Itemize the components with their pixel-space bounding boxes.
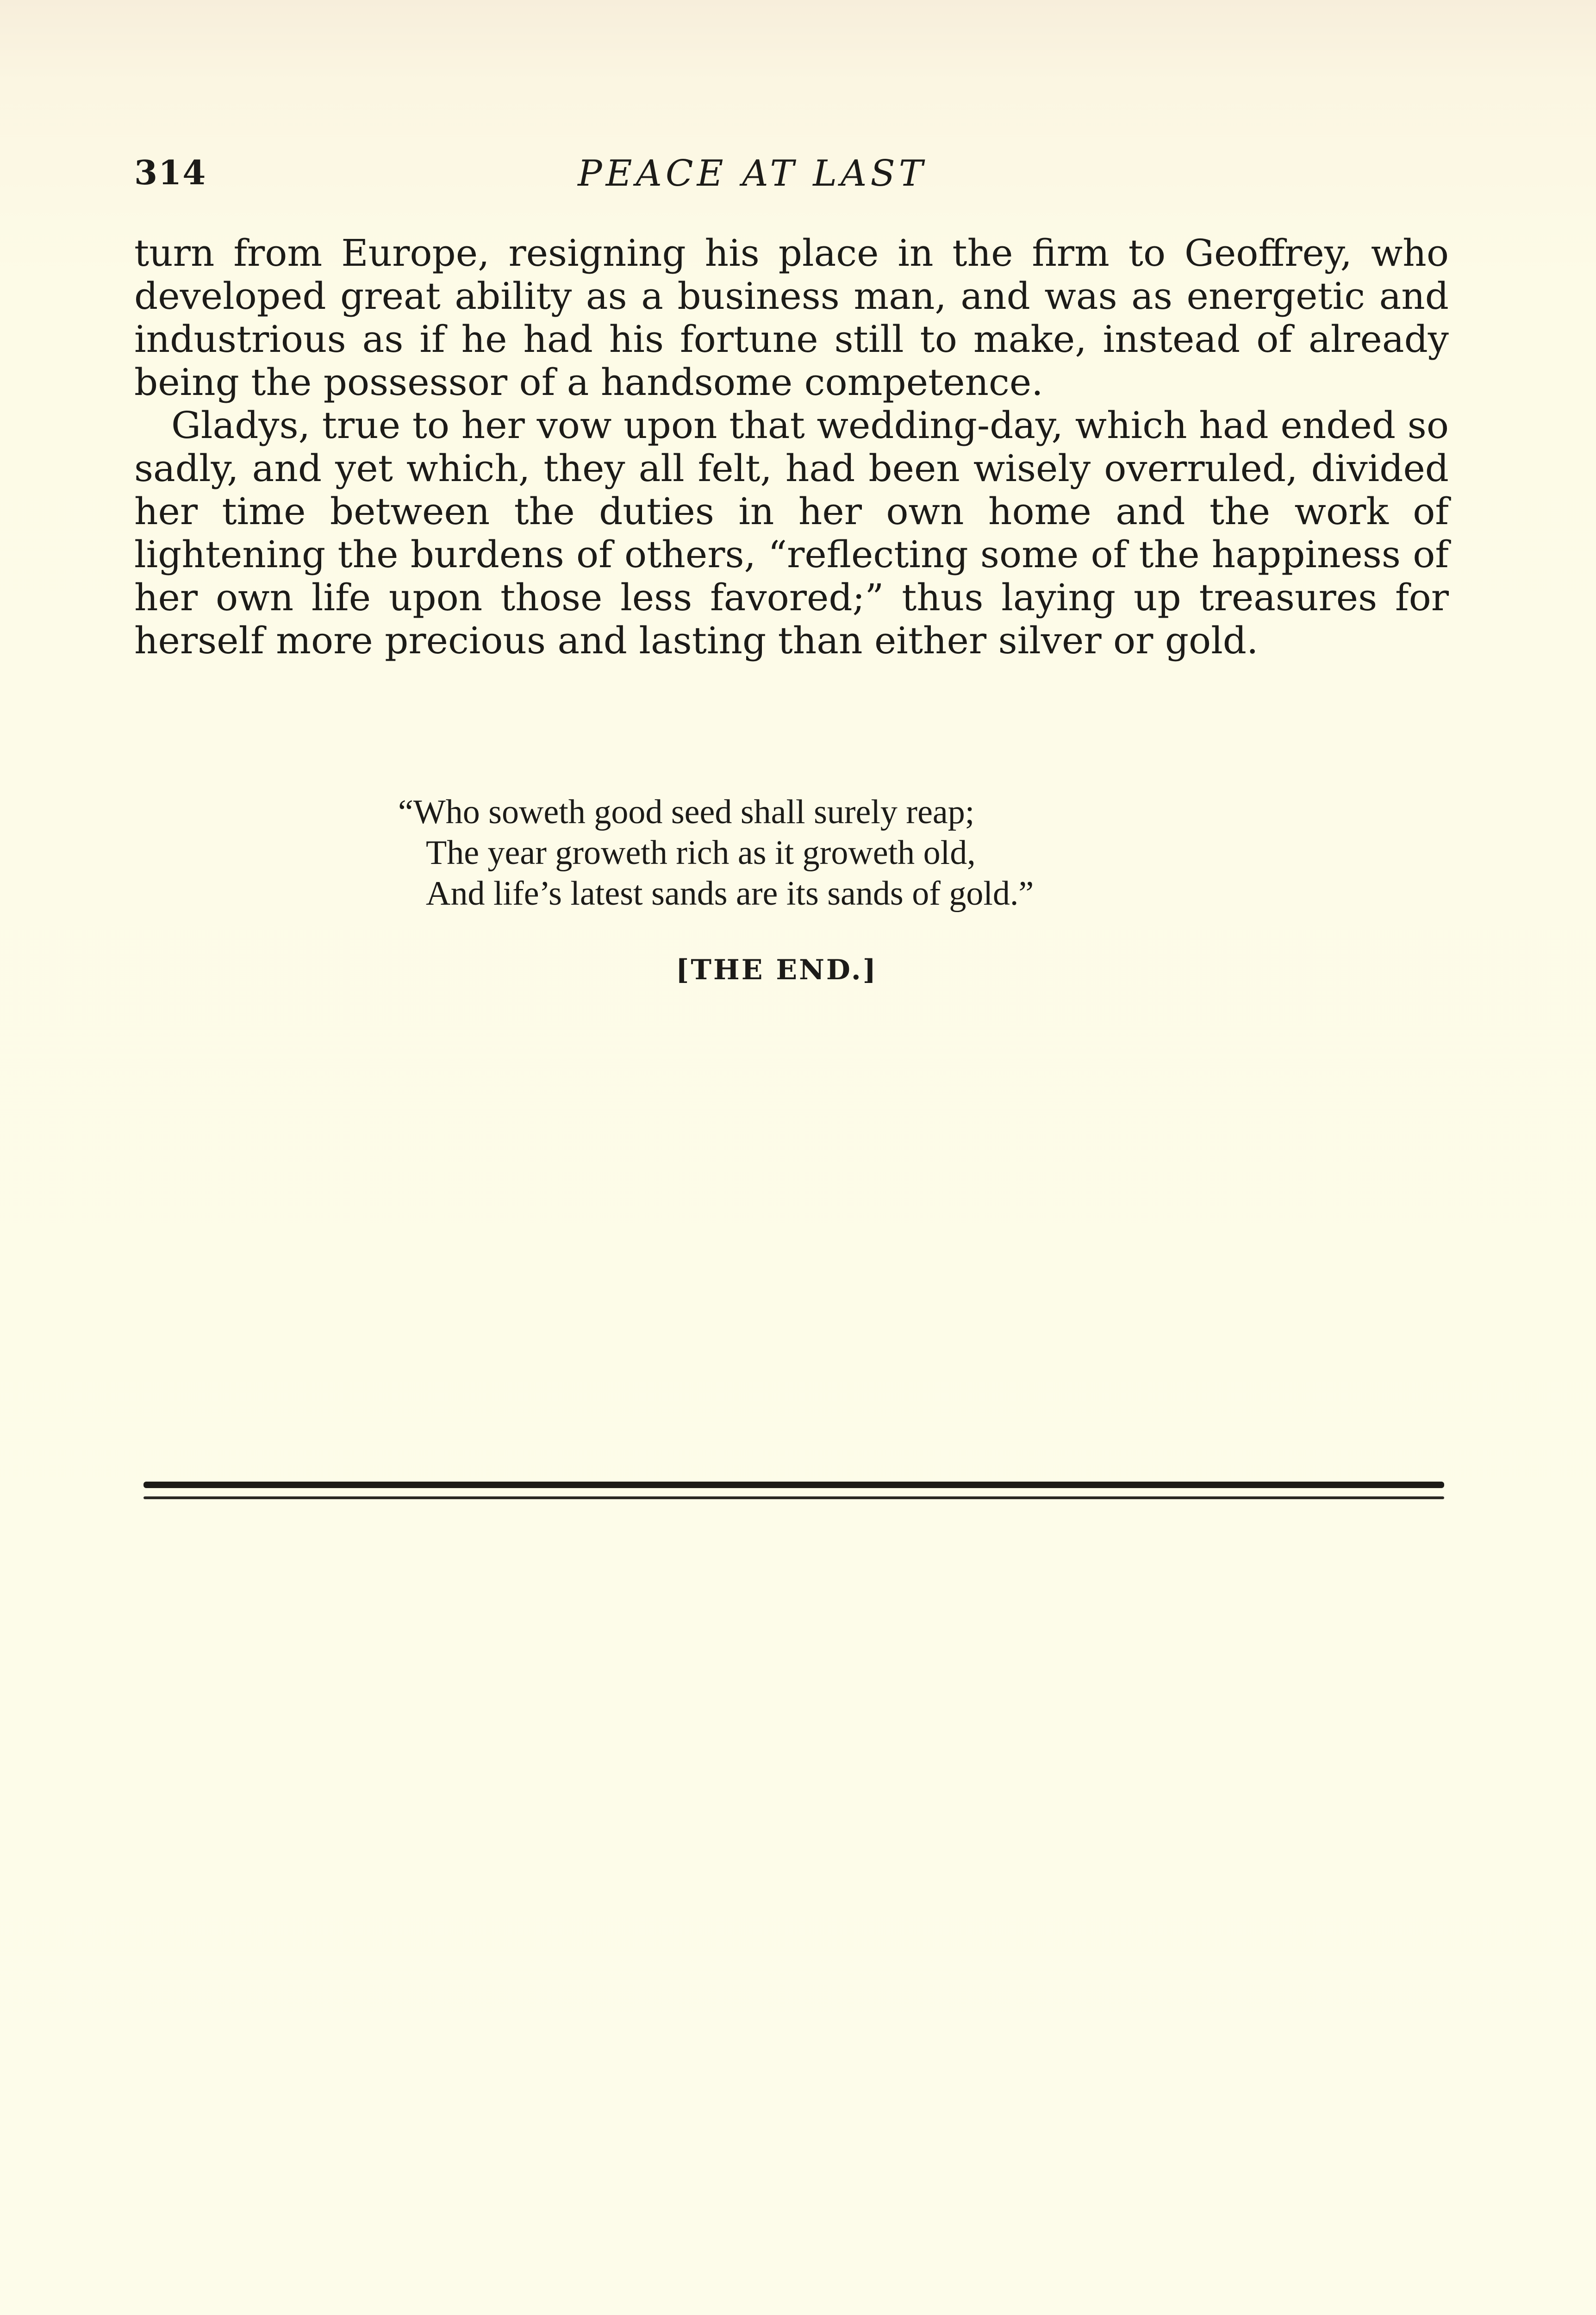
page-number: 314	[134, 153, 207, 192]
the-end-label: [THE END.]	[676, 954, 878, 986]
verse-line-2: The year groweth rich as it groweth old,	[426, 834, 976, 872]
paragraph-1: turn from Europe, resigning his place in the firm to Geoffrey, who developed great ability as a business man, and was as energetic and industrious as if he had his fortune still to make, instead of already being the possessor of a handsome competence.	[134, 232, 1449, 404]
end-rule-thin	[143, 1496, 1444, 1499]
end-rule-thick	[143, 1482, 1444, 1488]
verse-line-1: “Who soweth good seed shall surely reap;	[398, 793, 975, 831]
verse-quote	[398, 792, 1278, 914]
running-title: PEACE AT LAST	[578, 153, 927, 194]
body-text	[134, 232, 1449, 662]
paragraph-2: Gladys, true to her vow upon that wedding-day, which had ended so sadly, and yet which, they all felt, had been wisely overruled, divided her time between the duties in her own home and the work of lightening the burdens of others, “reflecting some of the happiness of her own life upon those less favored;” thus laying up treasures for herself more precious and lasting than either silver or gold.	[134, 404, 1449, 662]
verse-line-3: And life’s latest sands are its sands of gold.”	[426, 875, 1034, 913]
